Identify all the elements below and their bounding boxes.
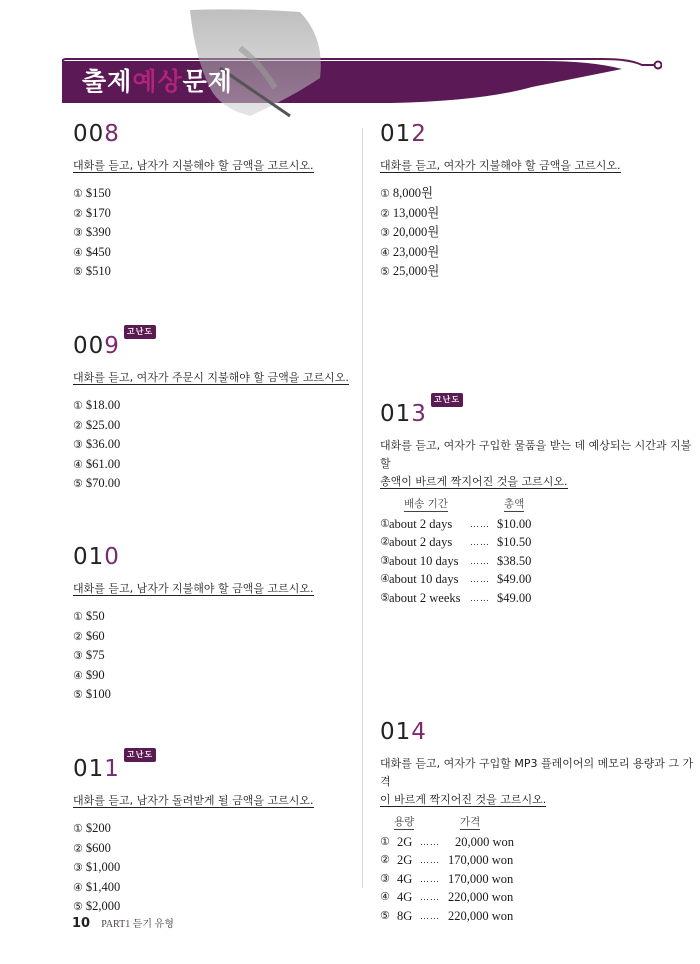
option-list <box>380 184 621 282</box>
option-list <box>73 607 314 705</box>
page-footer <box>72 912 174 931</box>
option[interactable]: ⑤ $510 <box>73 264 111 279</box>
option[interactable]: ⑤ 8G …… 220,000 won <box>380 908 514 923</box>
option[interactable]: ① $200 <box>73 821 111 835</box>
option[interactable]: ④ $1,400 <box>73 879 121 894</box>
option-list <box>73 184 314 282</box>
option-list <box>380 833 700 925</box>
difficulty-badge: 고난도 <box>124 325 156 339</box>
option[interactable]: ① $150 <box>73 186 111 200</box>
column-header: 가격 <box>460 816 481 828</box>
question-011 <box>73 750 314 917</box>
question-prompt: 대화를 듣고, 남자가 돌려받게 될 금액을 고르시오. <box>73 794 314 807</box>
option[interactable]: ④ 4G …… 220,000 won <box>380 890 514 905</box>
question-prompt: 대화를 듣고, 여자가 구입할 MP3 플레이어의 메모리 용량과 그 가격 이 바르게 짝지어진 것을 고르시오. <box>380 757 694 806</box>
question-010 <box>73 544 314 705</box>
option[interactable]: ④ $61.00 <box>73 456 121 471</box>
option-list <box>73 819 314 917</box>
part-label: PART1 듣기 유형 <box>101 919 174 930</box>
option-list <box>380 515 700 607</box>
question-008 <box>73 121 314 282</box>
option[interactable]: ⑤ $2,000 <box>73 899 121 914</box>
option[interactable]: ① about 2 days …… $10.00 <box>380 517 532 531</box>
option[interactable]: ③ $75 <box>73 648 105 663</box>
column-header: 총액 <box>504 498 525 510</box>
option[interactable]: ④ $450 <box>73 244 111 259</box>
option[interactable]: ② $60 <box>73 628 105 643</box>
option[interactable]: ⑤ $100 <box>73 687 111 702</box>
question-009 <box>73 327 349 494</box>
question-number: 014 <box>380 719 427 745</box>
option[interactable]: ⑤ 25,000원 <box>380 264 440 279</box>
option[interactable]: ③ $390 <box>73 225 111 240</box>
question-prompt: 대화를 듣고, 남자가 지불해야 할 금액을 고르시오. <box>73 159 314 172</box>
option[interactable]: ③ 20,000원 <box>380 225 440 240</box>
question-number: 008 <box>73 121 120 147</box>
question-prompt: 대화를 듣고, 여자가 지불해야 할 금액을 고르시오. <box>380 159 621 172</box>
option[interactable]: ② $25.00 <box>73 417 121 432</box>
question-number: 013고난도 <box>380 401 700 427</box>
option[interactable]: ④ 23,000원 <box>380 244 440 259</box>
option[interactable]: ④ about 10 days …… $49.00 <box>380 572 532 587</box>
question-014 <box>380 719 700 925</box>
question-013 <box>380 395 700 607</box>
option[interactable]: ③ about 10 days …… $38.50 <box>380 553 532 568</box>
option[interactable]: ② about 2 days …… $10.50 <box>380 535 532 550</box>
question-number: 009고난도 <box>73 333 349 359</box>
page-number: 10 <box>72 916 91 931</box>
question-012 <box>380 121 621 282</box>
option[interactable]: ② $170 <box>73 205 111 220</box>
option[interactable]: ① 8,000원 <box>380 186 434 200</box>
question-prompt: 대화를 듣고, 여자가 주문시 지불해야 할 금액을 고르시오. <box>73 371 349 384</box>
option[interactable]: ④ $90 <box>73 667 105 682</box>
question-number: 012 <box>380 121 427 147</box>
option[interactable]: ② 2G …… 170,000 won <box>380 853 514 868</box>
option[interactable]: ② 13,000원 <box>380 205 440 220</box>
column-header: 배송 기간 <box>404 498 448 510</box>
table-header <box>380 815 700 831</box>
section-title: 출제예상문제 <box>82 67 233 96</box>
question-number: 011고난도 <box>73 756 314 782</box>
option[interactable]: ③ $36.00 <box>73 437 121 452</box>
option[interactable]: ① 2G …… 20,000 won <box>380 835 515 849</box>
option[interactable]: ② $600 <box>73 840 111 855</box>
column-header: 용량 <box>394 816 415 828</box>
option[interactable]: ⑤ $70.00 <box>73 476 121 491</box>
option[interactable]: ③ 4G …… 170,000 won <box>380 871 514 886</box>
option[interactable]: ① $50 <box>73 609 105 623</box>
question-prompt: 대화를 듣고, 남자가 지불해야 할 금액을 고르시오. <box>73 582 314 595</box>
table-header <box>380 497 700 513</box>
difficulty-badge: 고난도 <box>431 393 463 407</box>
column-divider <box>362 128 363 888</box>
option[interactable]: ⑤ about 2 weeks …… $49.00 <box>380 590 532 605</box>
option-list <box>73 396 349 494</box>
option[interactable]: ① $18.00 <box>73 398 121 412</box>
question-number: 010 <box>73 544 120 570</box>
question-prompt: 대화를 듣고, 여자가 구입한 물품을 받는 데 예상되는 시간과 지불할 총액이 바르게 짝지어진 것을 고르시오. <box>380 439 692 488</box>
option[interactable]: ③ $1,000 <box>73 860 121 875</box>
difficulty-badge: 고난도 <box>124 748 156 762</box>
